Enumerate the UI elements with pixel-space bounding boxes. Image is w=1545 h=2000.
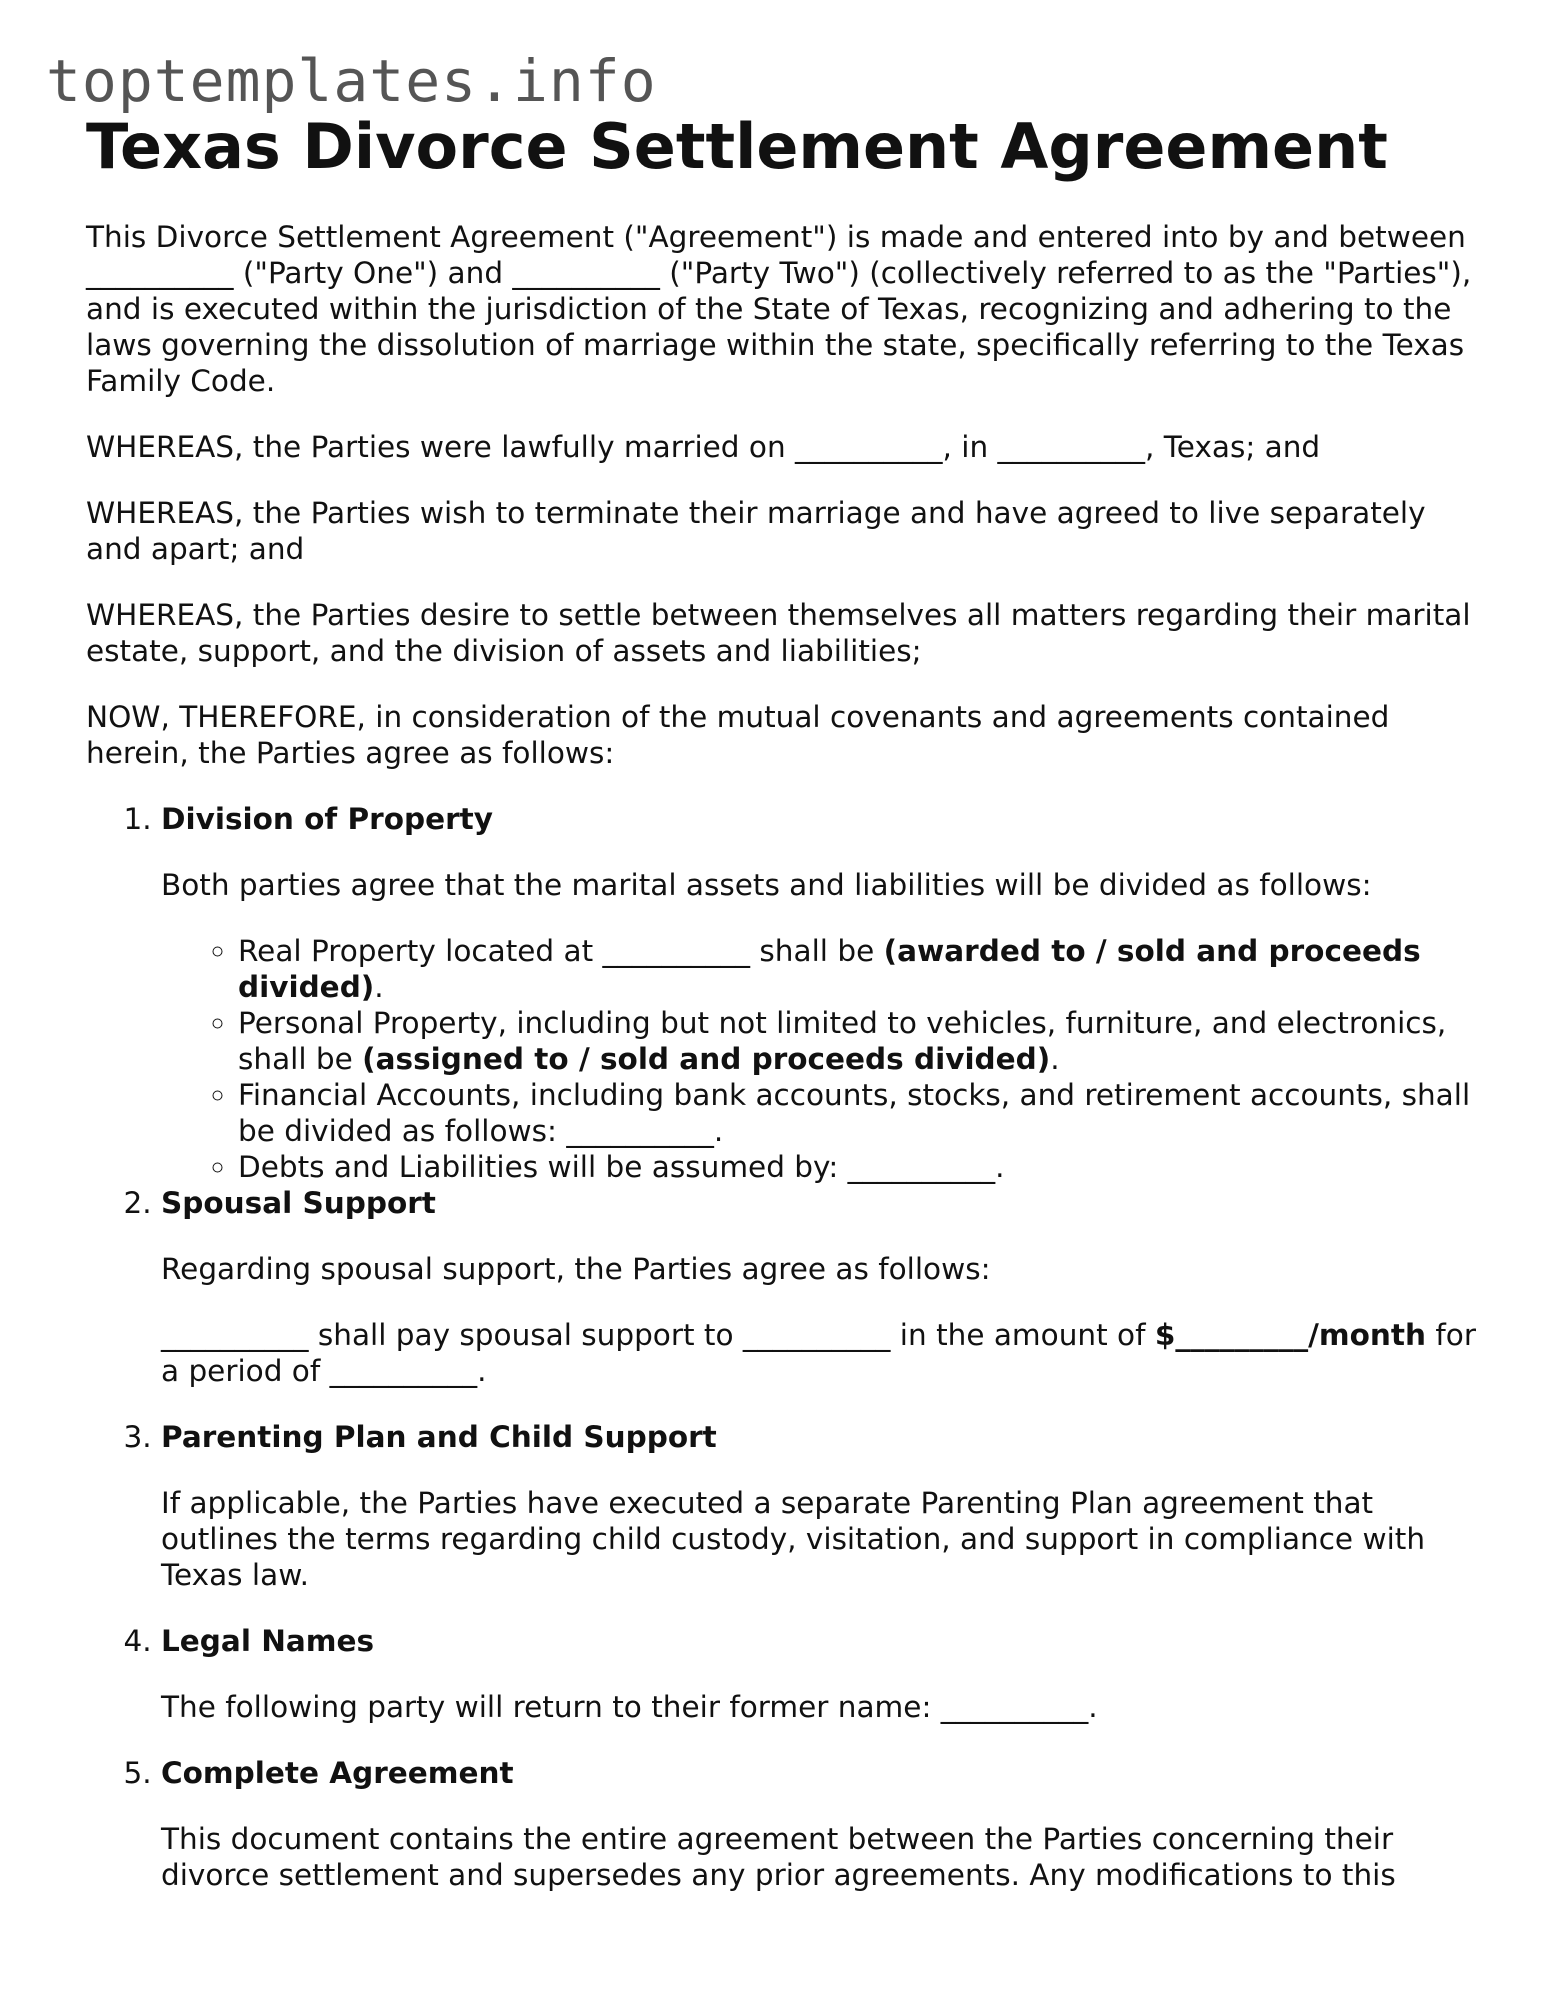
whereas-settle: WHEREAS, the Parties desire to settle between themselves all matters regarding their marital estate, support, and the division of assets and liabilities;	[86, 598, 1471, 668]
section-body: This document contains the entire agreement between the Parties concerning their divorce settlement and supersedes any prior agreements. Any modifications to this	[161, 1822, 1396, 1892]
terms-text: __________ shall pay spousal support to __________ in the amount of	[161, 1318, 1155, 1352]
section-body: Both parties agree that the marital assets and liabilities will be divided as follows:	[161, 868, 1372, 902]
section-title: Spousal Support	[161, 1186, 436, 1220]
spousal-support-terms	[161, 1317, 1486, 1389]
list-item-debts: ◦ Debts and Liabilities will be assumed by: __________.	[238, 1149, 1486, 1185]
item-options: (assigned to / sold and proceeds divided)	[362, 1042, 1051, 1076]
watermark: toptemplates.info	[46, 47, 657, 115]
section-body: The following party will return to their former name: __________.	[161, 1690, 1098, 1724]
now-therefore-paragraph: NOW, THEREFORE, in consideration of the mutual covenants and agreements contained herein, the Parties agree as follows:	[86, 700, 1390, 770]
item-text: Personal Property, including but not limited to vehicles, furniture, and electronics, shall be	[238, 1006, 1447, 1076]
sections-list	[86, 801, 1486, 1893]
section-division-of-property	[161, 801, 1486, 1185]
list-item-personal-property	[238, 1005, 1486, 1077]
monthly-amount: $_________/month	[1154, 1318, 1427, 1352]
section-parenting-plan	[161, 1419, 1486, 1593]
section-body: If applicable, the Parties have executed a separate Parenting Plan agreement that outlines the terms regarding child custody, visitation, and support in compliance with Texas law.	[161, 1486, 1426, 1592]
section-title: Division of Property	[161, 802, 493, 836]
item-punct: .	[1050, 1042, 1060, 1076]
intro-paragraph: This Divorce Settlement Agreement ("Agreement") is made and entered into by and between __________ ("Party One") and __________ ("Party Two") (collectively referred to as the "Parties"), and is executed within the jurisdiction of the State of Texas, recognizing and adhering to the laws governing the dissolution of marriage within the state, specifically referring to the Texas Family Code.	[86, 220, 1472, 398]
document-title: Texas Divorce Settlement Agreement	[86, 110, 1388, 183]
list-item-real-property	[238, 933, 1486, 1005]
section-title: Complete Agreement	[161, 1756, 514, 1790]
item-options: (awarded to / sold and proceeds divided)	[238, 934, 1421, 1004]
whereas-terminate: WHEREAS, the Parties wish to terminate their marriage and have agreed to live separately and apart; and	[86, 496, 1426, 566]
section-title: Legal Names	[161, 1624, 375, 1658]
property-items-list	[161, 933, 1486, 1185]
section-body: Regarding spousal support, the Parties agree as follows:	[161, 1252, 991, 1286]
whereas-married: WHEREAS, the Parties were lawfully married on __________, in __________, Texas; and	[86, 430, 1321, 464]
section-legal-names	[161, 1623, 1486, 1725]
terms-period: for a period of __________.	[161, 1318, 1476, 1388]
list-item-financial-accounts: ◦ Financial Accounts, including bank accounts, stocks, and retirement accounts, shall be divided as follows: __________.	[238, 1077, 1486, 1149]
section-title: Parenting Plan and Child Support	[161, 1420, 717, 1454]
item-punct: .	[374, 970, 384, 1004]
section-spousal-support	[161, 1185, 1486, 1389]
item-text: Real Property located at __________ shall be	[238, 934, 884, 968]
section-complete-agreement	[161, 1755, 1486, 1893]
document	[86, 108, 1486, 1893]
